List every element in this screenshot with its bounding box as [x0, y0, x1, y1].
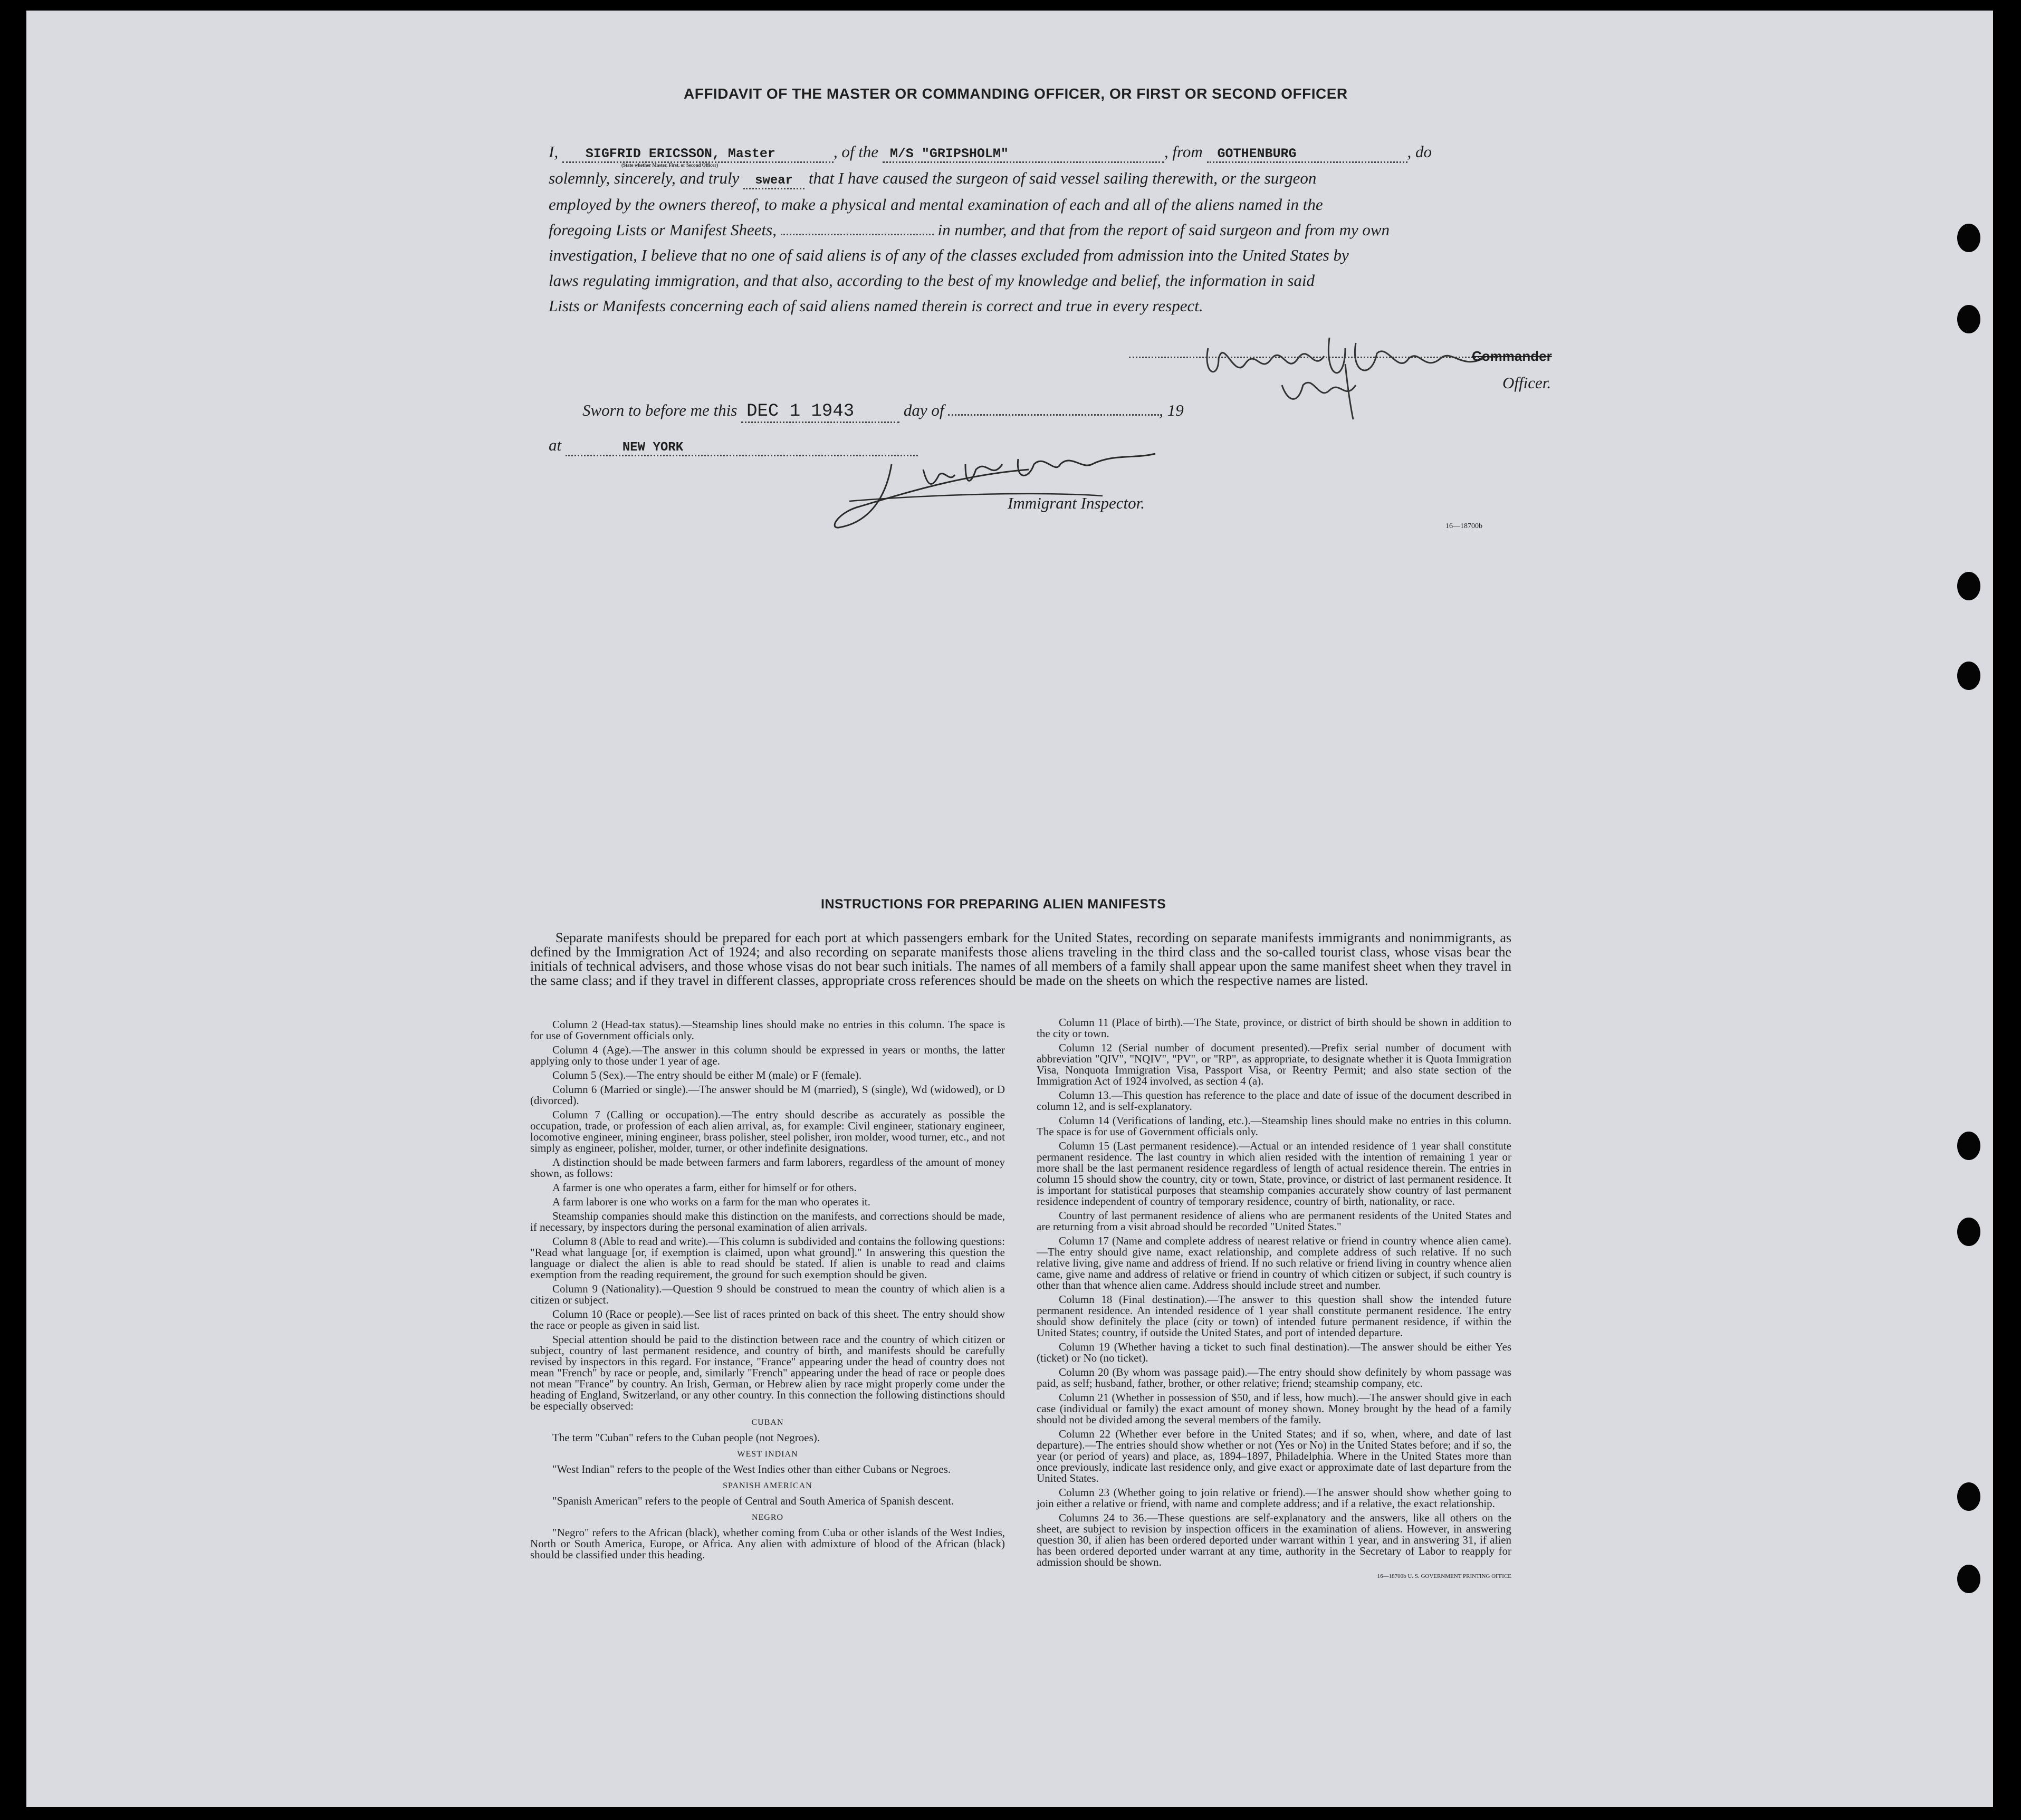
heading-west-indian: WEST INDIAN: [737, 1450, 798, 1459]
instruction-paragraph: "West Indian" refers to the people of the West Indies other than either Cubans or Negroes.: [552, 1463, 951, 1476]
instruction-paragraph: Country of last permanent residence of aliens who are permanent residents of the United States and are returning from a visit abroad should be recorded "United States.": [1037, 1209, 1511, 1233]
heading-negro: NEGRO: [751, 1513, 784, 1522]
vessel-name: M/S "GRIPSHOLM": [889, 146, 1009, 161]
punch-hole: [1957, 1132, 1980, 1160]
punch-hole: [1957, 572, 1980, 600]
rank-hint: (State whether Master, First, or Second Officer): [621, 162, 719, 168]
punch-hole: [1957, 305, 1980, 333]
instruction-paragraph: A farm laborer is one who works on a farm for the man who operates it.: [552, 1195, 870, 1208]
vessel-field: [883, 142, 1164, 163]
officer-label: Officer.: [1502, 373, 1551, 392]
punch-hole: [1957, 1565, 1980, 1593]
instruction-paragraph: Column 14 (Verifications of landing, etc.).—Steamship lines should make no entries in this column. The space is for use of Government officials only.: [1037, 1114, 1511, 1138]
instructions-title: INSTRUCTIONS FOR PREPARING ALIEN MANIFESTS: [821, 897, 1166, 912]
port-field: [1207, 142, 1407, 163]
affidavit-title: AFFIDAVIT OF THE MASTER OR COMMANDING OFFICER, OR FIRST OR SECOND OFFICER: [684, 85, 1348, 102]
instruction-paragraph: Column 8 (Able to read and write).—This column is subdivided and contains the following questions: "Read what language [or, if exemption is claimed, upon what ground]." In answering this question the language or dialect the alien is able to read should be stated. If alien is unable to read and claims exemption from the reading requirement, the ground for such exemption should be given.: [530, 1235, 1005, 1281]
text: , do: [1407, 142, 1432, 161]
inspector-label: Immigrant Inspector.: [1008, 494, 1145, 512]
text: , of the: [833, 142, 879, 161]
sworn-line: [582, 401, 1184, 423]
inspector-signature: [807, 433, 1229, 538]
port-name: GOTHENBURG: [1217, 146, 1297, 161]
master-name-field: [562, 142, 834, 163]
sworn-date-field: [741, 401, 899, 423]
instruction-paragraph: Column 12 (Serial number of document presented).—Prefix serial number of document with abbreviation "QIV", "NQIV", "PV", or "RP", as appropriate, to designate whether it is Quota Immigration Visa, Nonquota Immigration Visa, Passport Visa, or Reentry Permit; and also state section of the Immigration Act of 1924 involved, as section 4 (a).: [1037, 1041, 1511, 1087]
instruction-paragraph: Column 2 (Head-tax status).—Steamship lines should make no entries in this column. The space is for use of Government officials only.: [530, 1018, 1005, 1042]
text: , from: [1164, 142, 1203, 161]
instructions-left-column: [530, 1019, 1005, 1564]
text: foregoing Lists or Manifest Sheets,: [549, 221, 777, 239]
instruction-paragraph: Column 5 (Sex).—The entry should be either M (male) or F (female).: [552, 1069, 862, 1081]
printing-office-footer: 16—18700b U. S. GOVERNMENT PRINTING OFFICE: [1377, 1573, 1511, 1579]
place-name: NEW YORK: [622, 440, 684, 455]
officer-signature: [1187, 317, 1514, 422]
text: day of: [903, 401, 944, 419]
text: solemnly, sincerely, and truly: [549, 169, 740, 187]
instruction-paragraph: Steamship companies should make this distinction on the manifests, and corrections should be made, if necessary, by inspectors during the personal examination of alien arrivals.: [530, 1210, 1005, 1233]
oath-word: swear: [755, 174, 793, 188]
instruction-paragraph: Column 13.—This question has reference to the place and date of issue of the document described in column 12, and is self-explanatory.: [1037, 1089, 1511, 1113]
instruction-paragraph: "Spanish American" refers to the people of Central and South America of Spanish descent.: [552, 1495, 954, 1507]
instruction-paragraph: A distinction should be made between farmers and farm laborers, regardless of the amount of money shown, as follows:: [530, 1156, 1005, 1180]
affidavit-line-4: [549, 221, 1390, 240]
count-field: [781, 234, 934, 235]
instructions-intro: Separate manifests should be prepared for each port at which passengers embark for the United States, recording on separate manifests immigrants and nonimmigrants, as defined by the Immigration Act of 1924; and also recording on separate manifests those aliens traveling in the third class and the so-called tourist class, whose visas bear the initials of technical advisers, and those whose visas do not bear such initials. The names of all members of a family shall appear upon the same manifest sheet when they travel in the same class; and if they travel in different classes, appropriate cross references should be made on the sheets on which the respective names are listed.: [530, 930, 1511, 988]
instruction-paragraph: Column 11 (Place of birth).—The State, province, or district of birth should be shown in addition to the city or town.: [1037, 1016, 1511, 1040]
instruction-paragraph: Column 18 (Final destination).—The answer to this question shall show the intended future permanent residence. An intended residence of 1 year shall constitute permanent residence. The entry should show definitely the place (city or town) of intended future permanent residence, if within the United States; country, if outside the United States, and port of intended departure.: [1037, 1293, 1511, 1339]
text: Sworn to before me this: [582, 401, 737, 419]
oath-field: [743, 169, 804, 189]
instruction-paragraph: Special attention should be paid to the distinction between race and the country of which citizen or subject, country of last permanent residence, and country of birth, and manifests should be carefully revised by inspectors in this regard. For instance, "France" appearing under the head of country does not mean "French" by race or people, and, similarly "French" appearing under the head of race or people does not mean "France" by country. An Irish, German, or Hebrew alien by race might properly come under the heading of England, Switzerland, or any other country. In this connection the following distinctions should be especially observed:: [530, 1333, 1005, 1412]
punch-hole: [1957, 662, 1980, 690]
instruction-paragraph: "Negro" refers to the African (black), whether coming from Cuba or other islands of the West Indies, North or South America, Europe, or Africa. Any alien with admixture of blood of the African (black) should be classified under this heading.: [530, 1526, 1005, 1561]
month-field: [948, 414, 1159, 416]
instruction-paragraph: Column 23 (Whether going to join relative or friend).—The answer should show whether going to join either a relative or friend, with name and complete address; and if a relative, the exact relationship.: [1037, 1486, 1511, 1510]
affidavit-line-3: employed by the owners thereof, to make a physical and mental examination of each and all of the aliens named in the: [549, 195, 1323, 214]
punch-hole: [1957, 224, 1980, 252]
heading-spanish-american: SPANISH AMERICAN: [723, 1481, 812, 1490]
instruction-paragraph: Column 19 (Whether having a ticket to such final destination).—The answer should be either Yes (ticket) or No (no ticket).: [1037, 1340, 1511, 1364]
affidavit-line-5: investigation, I believe that no one of said aliens is of any of the classes excluded from admission into the United States by: [549, 246, 1349, 264]
text: I,: [549, 142, 559, 161]
instruction-paragraph: Column 20 (By whom was passage paid).—The entry should show definitely by whom passage was paid, as self; husband, father, brother, or other relative; friend; steamship company, etc.: [1037, 1366, 1511, 1390]
punch-hole: [1957, 1482, 1980, 1511]
form-number: 16—18700b: [1445, 522, 1482, 530]
instruction-paragraph: The term "Cuban" refers to the Cuban people (not Negroes).: [552, 1431, 820, 1444]
punch-hole: [1957, 1218, 1980, 1246]
affidavit-line-1: [549, 142, 1432, 163]
instruction-paragraph: Column 21 (Whether in possession of $50, and if less, how much).—The answer should give in each case (individual or family) the exact amount of money shown. Money brought by the head of a family should not be divided among the several members of the family.: [1037, 1391, 1511, 1426]
instruction-paragraph: Column 15 (Last permanent residence).—Actual or an intended residence of 1 year shall constitute permanent residence. The last country in which alien resided with the intention of remaining 1 year or more shall be the last permanent residence regardless of length of actual residence therein. The entries in column 15 should show the country, city or town, State, province, or district of last permanent residence. It is important for statistical purposes that steamship companies accurately show country of last permanent residence independent of country of temporary residence, country of birth, nationality, or race.: [1037, 1139, 1511, 1208]
text: at: [549, 436, 562, 454]
instruction-paragraph: A farmer is one who operates a farm, either for himself or for others.: [552, 1181, 857, 1194]
text: , 19: [1159, 401, 1184, 419]
text: that I have caused the surgeon of said vessel sailing therewith, or the surgeon: [808, 169, 1317, 187]
master-name: SIGFRID ERICSSON, Master: [585, 146, 775, 161]
text: in number, and that from the report of said surgeon and from my own: [937, 221, 1390, 239]
instruction-paragraph: Column 9 (Nationality).—Question 9 should be construed to mean the country of which alien is a citizen or subject.: [530, 1282, 1005, 1306]
instruction-paragraph: Column 7 (Calling or occupation).—The entry should describe as accurately as possible the occupation, trade, or profession of each alien arrival, as, for example: Civil engineer, stationary engineer, locomotive engineer, mining engineer, brass polisher, steel polisher, iron molder, wood turner, etc., and not simply as engineer, polisher, molder, turner, or other indefinite designations.: [530, 1108, 1005, 1154]
instruction-paragraph: Column 4 (Age).—The answer in this column should be expressed in years or months, the latter applying only to those under 1 year of age.: [530, 1043, 1005, 1067]
instruction-paragraph: Column 22 (Whether ever before in the United States; and if so, when, where, and date of last departure).—The entries should show whether or not (Yes or No) in the United States before; and if so, the year (or period of years) and place, as, 1894–1897, Philadelphia. Where in the United States more than once previously, indicate last residence only, and give exact or approximate date of last departure from the United States.: [1037, 1428, 1511, 1484]
instruction-paragraph: Column 17 (Name and complete address of nearest relative or friend in country whence alien came).—The entry should give name, exact relationship, and complete address of such relative. If no such relative living, give name and address of friend. If no such relative or friend living in country whence alien came, give name and address of relative or friend in country of which citizen or subject, if such country is other than that whence alien came. Address should include street and number.: [1037, 1234, 1511, 1291]
sworn-date: DEC 1 1943: [746, 401, 855, 422]
document-sheet: [26, 11, 1993, 1807]
affidavit-line-6: laws regulating immigration, and that also, according to the best of my knowledge and belief, the information in said: [549, 271, 1315, 290]
affidavit-line-7: Lists or Manifests concerning each of said aliens named therein is correct and true in every respect.: [549, 296, 1203, 315]
instruction-paragraph: Column 6 (Married or single).—The answer should be M (married), S (single), Wd (widowed), or D (divorced).: [530, 1083, 1005, 1107]
commander-struck: Commander: [1472, 348, 1552, 364]
heading-cuban: CUBAN: [751, 1418, 784, 1427]
instruction-paragraph: Columns 24 to 36.—These questions are self-explanatory and the answers, like all others on the sheet, are subject to revision by inspection officers in the examination of aliens. However, in answering question 30, if alien has been ordered deported under warrant within 1 year, and in answering 31, if alien has been ordered deported under warrant at any time, authority in the Secretary of Labor to reapply for admission should be shown.: [1037, 1511, 1511, 1568]
instruction-paragraph: Column 10 (Race or people).—See list of races printed on back of this sheet. The entry should show the race or people as given in said list.: [530, 1308, 1005, 1332]
affidavit-line-2: [549, 169, 1316, 189]
instructions-right-column: [1037, 1017, 1511, 1582]
